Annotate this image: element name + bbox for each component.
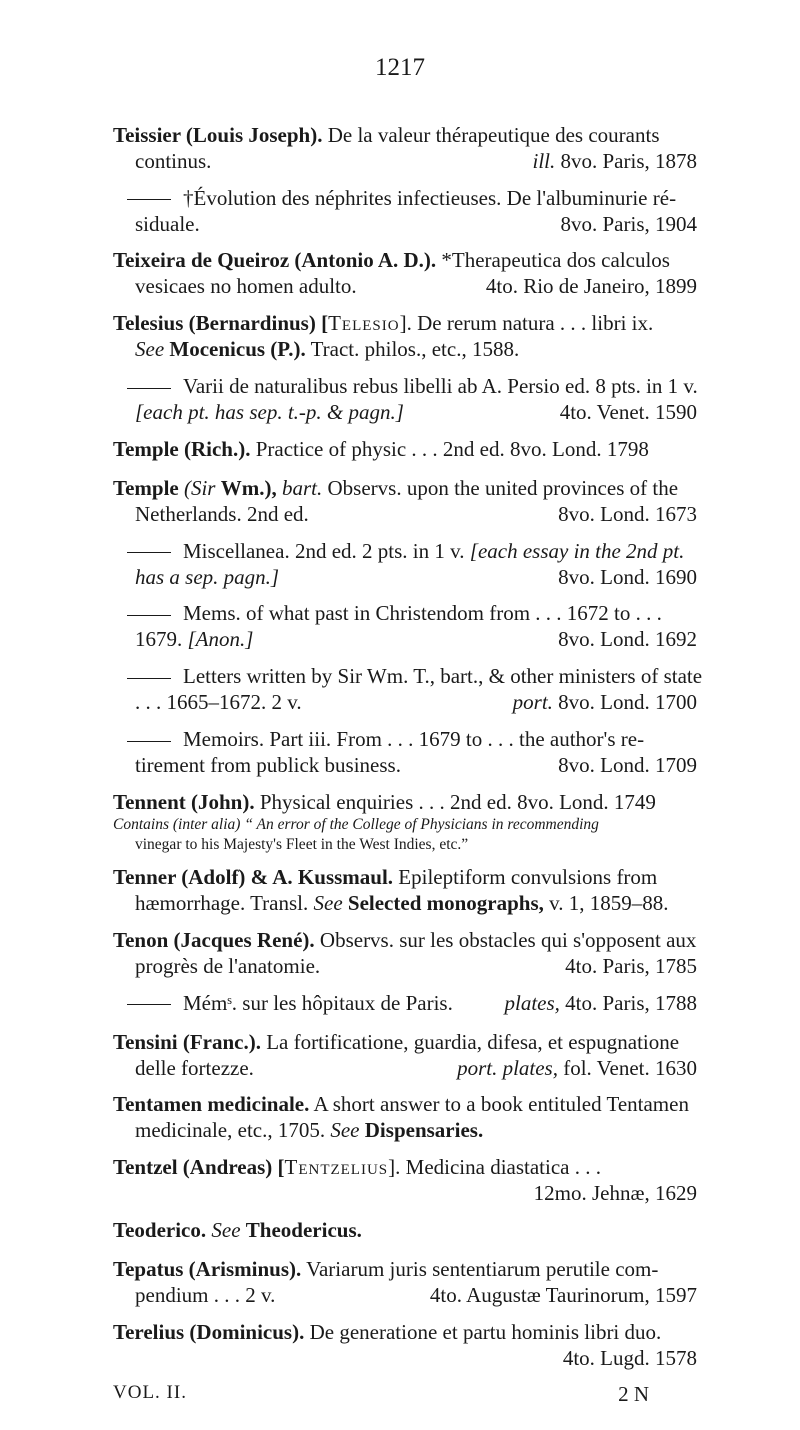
entry-heading: Tensini (Franc.). [113, 1029, 261, 1054]
entry-annotation: vinegar to his Majesty's Fleet in the West Indies, etc.” [135, 835, 469, 853]
entry-tepatus [113, 1256, 697, 1308]
ditto-dash [127, 678, 171, 679]
entry-text: †Évolution des néphrites infectieuses. De l'albuminurie ré- [183, 185, 677, 210]
entry-text: siduale. [135, 211, 200, 236]
entry-text: Mems. of what past in Christendom from . . . 1672 to . . . [183, 601, 662, 626]
entry-heading: Teoderico. [113, 1217, 207, 1242]
cross-reference: Mocenicus (P.). [169, 337, 306, 362]
entry-note: has a sep. pagn.] [135, 564, 280, 589]
entry-tenon-2 [113, 990, 697, 1016]
entry-text: *Therapeutica dos calculos [441, 248, 670, 273]
entry-text: 1679. [135, 627, 183, 652]
entry-tentzel [113, 1154, 697, 1206]
see-reference: See [211, 1217, 241, 1242]
entry-text: Miscellanea. 2nd ed. 2 pts. in 1 v. [183, 538, 465, 563]
entry-heading: Teissier (Louis Joseph). [113, 123, 323, 147]
cross-reference: Dispensaries. [364, 1118, 484, 1143]
entry-temple-rich [113, 436, 697, 462]
entry-note: [each essay in the 2nd pt. [469, 538, 685, 563]
see-reference: See [135, 337, 165, 362]
entry-text: Varii de naturalibus rebus libelli ab A. Persio ed. 8 pts. in 1 v. [183, 373, 698, 398]
entry-heading: Tentzel (Andreas) [ [113, 1155, 285, 1180]
entry-text: La fortificatione, guardia, difesa, et espugnatione [266, 1029, 680, 1054]
entry-heading: Temple [113, 475, 179, 500]
entry-text: De generatione et partu hominis libri duo. [309, 1319, 662, 1344]
entry-heading: Tentamen medicinale. [113, 1092, 310, 1117]
entry-text: Variarum juris sententiarum perutile com- [306, 1256, 659, 1281]
entry-teixeira [113, 247, 697, 299]
ditto-dash [127, 1004, 171, 1005]
entry-text: tirement from publick business. [135, 752, 401, 777]
entry-text: ]. De rerum natura . . . libri ix. [399, 311, 654, 336]
entry-text: Physical enquiries . . . 2nd ed. 8vo. Lond. 1749 [259, 789, 656, 814]
entry-terelius [113, 1319, 697, 1371]
ditto-dash [127, 741, 171, 742]
entry-heading: Telesius (Bernardinus) [ [113, 311, 329, 336]
ditto-dash [127, 615, 171, 616]
entry-heading-italic: bart. [281, 475, 323, 500]
imprint: plates, 4to. Paris, 1788 [504, 990, 697, 1015]
entry-text: medicinale, etc., 1705. [135, 1118, 326, 1143]
entry-heading: Tennent (John). [113, 789, 255, 814]
entry-text: Memoirs. Part iii. From . . . 1679 to . . . the author's re- [183, 726, 645, 751]
entry-text: v. 1, 1859–88. [549, 891, 669, 916]
entry-heading: Tenon (Jacques René). [113, 927, 315, 952]
entry-temple-misc [113, 538, 697, 590]
imprint: 8vo. Lond. 1709 [558, 752, 697, 777]
volume-label: VOL. II. [113, 1382, 187, 1403]
entry-note: [each pt. has sep. t.-p. & pagn.] [135, 399, 404, 424]
entry-alias: Telesio [328, 311, 400, 336]
imprint: 8vo. Paris, 1904 [560, 211, 697, 236]
imprint: 8vo. Lond. 1690 [558, 564, 697, 589]
imprint: 4to. Lugd. 1578 [562, 1345, 697, 1370]
entry-heading: Terelius (Dominicus). [113, 1319, 305, 1344]
entry-tentamen [113, 1091, 697, 1143]
entry-text: A short answer to a book entituled Tentamen [313, 1092, 689, 1117]
entry-text: . . . 1665–1672. 2 v. [135, 690, 302, 715]
entry-tennent [113, 789, 697, 855]
entry-text: Observs. upon the united provinces of the [327, 475, 679, 500]
imprint: ill. 8vo. Paris, 1878 [532, 149, 697, 173]
imprint: 4to. Venet. 1590 [559, 399, 697, 424]
entry-note: [Anon.] [187, 627, 254, 652]
entry-heading-italic: (Sir [183, 475, 216, 500]
entry-temple-mems [113, 600, 697, 652]
entry-text: continus. [135, 149, 212, 173]
imprint: 12mo. Jehnæ, 1629 [533, 1181, 697, 1206]
entry-tenner [113, 864, 697, 916]
entry-annotation: Contains (inter alia) “ An error of the College of Physicians in recommending [113, 815, 599, 833]
entry-text: Practice of physic . . . 2nd ed. 8vo. Lond. 1798 [255, 436, 649, 461]
entry-text: Letters written by Sir Wm. T., bart., & other ministers of state [183, 664, 703, 689]
entry-text: vesicaes no homen adulto. [135, 274, 357, 299]
imprint: 4to. Augustæ Taurinorum, 1597 [429, 1282, 697, 1307]
entry-temple-memoirs [113, 726, 697, 778]
entry-heading: Teixeira de Queiroz (Antonio A. D.). [113, 248, 437, 273]
entry-text: progrès de l'anatomie. [135, 953, 321, 978]
entry-text: ]. Medicina diastatica . . . [388, 1155, 601, 1180]
entry-text: Observs. sur les obstacles qui s'opposent aux [319, 927, 697, 952]
cross-reference: Selected monographs, [347, 891, 544, 916]
imprint: 8vo. Lond. 1692 [558, 627, 697, 652]
page-number: 1217 [375, 54, 425, 81]
imprint: port. 8vo. Lond. 1700 [512, 690, 697, 715]
entry-text: delle fortezze. [135, 1055, 254, 1080]
see-reference: See [330, 1118, 360, 1143]
entry-text: Mémˢ. sur les hôpitaux de Paris. [183, 990, 453, 1015]
imprint: 8vo. Lond. 1673 [558, 501, 697, 526]
entry-text: De la valeur thérapeutique des courants [327, 123, 660, 147]
entry-heading: Temple (Rich.). [113, 436, 251, 461]
imprint: 4to. Paris, 1785 [565, 953, 697, 978]
entry-temple-letters [113, 663, 703, 715]
entry-text: Epileptiform convulsions from [398, 865, 658, 890]
entry-teissier [113, 122, 697, 174]
entry-text: Tract. philos., etc., 1588. [310, 337, 520, 362]
entry-telesius-2 [113, 373, 697, 425]
entry-heading: Tenner (Adolf) & A. Kussmaul. [113, 865, 394, 890]
entry-telesius [113, 310, 697, 362]
ditto-dash [127, 388, 171, 389]
entry-temple-wm [113, 475, 697, 527]
entry-tenon [113, 927, 697, 979]
ditto-dash [127, 199, 171, 200]
entry-teissier-2 [113, 185, 697, 237]
entry-tensini [113, 1029, 697, 1081]
entry-text: pendium . . . 2 v. [135, 1282, 276, 1307]
imprint: port. plates, fol. Venet. 1630 [457, 1055, 697, 1080]
see-reference: See [313, 891, 343, 916]
signature-mark: 2 N [618, 1382, 649, 1406]
cross-reference: Theodericus. [245, 1217, 362, 1242]
entry-text: Netherlands. 2nd ed. [135, 501, 309, 526]
entry-teoderico [113, 1217, 697, 1243]
ditto-dash [127, 552, 171, 553]
imprint: 4to. Rio de Janeiro, 1899 [485, 274, 697, 299]
entry-alias: Tentzelius [284, 1155, 389, 1180]
entry-heading: Tepatus (Arisminus). [113, 1256, 302, 1281]
entry-text: hæmorrhage. Transl. [135, 891, 309, 916]
entry-heading: Wm.), [220, 475, 277, 500]
